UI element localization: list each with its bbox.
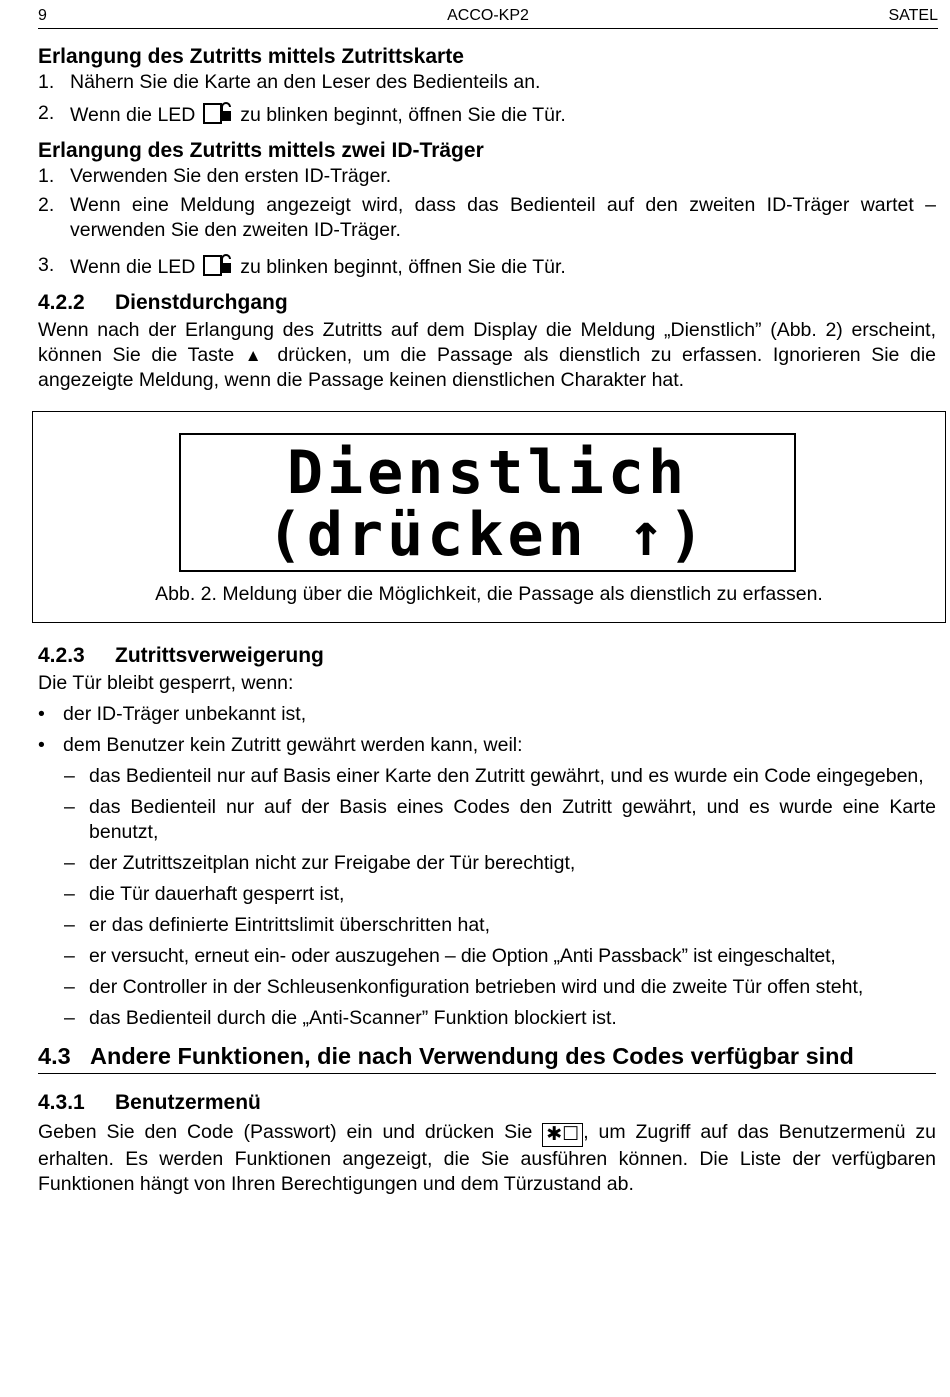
brand-name: SATEL bbox=[888, 7, 938, 24]
list-item: 3. Wenn die LED zu blinken beginnt, öffnen Sie die Tür. bbox=[38, 254, 566, 278]
heading-user-menu: 4.3.1 Benutzermenü bbox=[38, 1091, 261, 1114]
list-item: • der ID-Träger unbekannt ist, bbox=[38, 703, 307, 725]
lcd-display bbox=[179, 433, 796, 572]
star-key-icon: ✱☐ bbox=[542, 1123, 583, 1147]
figure-lcd-message bbox=[32, 411, 946, 623]
page-content bbox=[38, 44, 936, 1197]
document-title: ACCO-KP2 bbox=[447, 7, 529, 24]
list-item: 2. Wenn eine Meldung angezeigt wird, dass das Bedienteil auf den zweiten ID-Träger wartet – verwenden Sie den zweiten ID-Träger. bbox=[38, 194, 936, 241]
paragraph-user-menu: Geben Sie den Code (Passwort) ein und drücken Sie ✱☐ , um Zugriff auf das Benutzermenü zu erhalten. Es werden Funktionen angezeigt, die Sie ausführen können. Die Liste der verfügbaren Funktionen hängt von Ihren Berechtigungen und dem Türzustand ab. bbox=[38, 1121, 936, 1195]
heading-service-passage: 4.2.2 Dienstdurchgang bbox=[38, 291, 288, 314]
list-item: – der Controller in der Schleusenkonfiguration betrieben wird und die zweite Tür offen steht, bbox=[64, 976, 864, 998]
list-item: – das Bedienteil durch die „Anti-Scanner” Funktion blockiert ist. bbox=[64, 1007, 617, 1029]
list-item: – die Tür dauerhaft gesperrt ist, bbox=[64, 883, 345, 905]
list-item: • dem Benutzer kein Zutritt gewährt werden kann, weil: bbox=[38, 734, 523, 756]
lcd-line-1: Dienstlich bbox=[286, 438, 689, 508]
list-item: 1. Nähern Sie die Karte an den Leser des Bedienteils an. bbox=[38, 71, 541, 93]
list-item: – er versucht, erneut ein- oder auszugehen – die Option „Anti Passback” ist eingeschaltet, bbox=[64, 945, 836, 967]
figure-caption: Abb. 2. Meldung über die Möglichkeit, die Passage als dienstlich zu erfassen. bbox=[155, 583, 823, 605]
heading-other-functions: 4.3 Andere Funktionen, die nach Verwendung des Codes verfügbar sind bbox=[38, 1041, 936, 1074]
list-item: – er das definierte Eintrittslimit überschritten hat, bbox=[64, 914, 491, 936]
unlock-led-icon bbox=[203, 253, 233, 277]
list-item: – der Zutrittszeitplan nicht zur Freigabe der Tür berechtigt, bbox=[64, 852, 576, 874]
paragraph-intro: Die Tür bleibt gesperrt, wenn: bbox=[38, 672, 294, 694]
page-number: 9 bbox=[38, 7, 47, 24]
up-arrow-key-icon: ▲ bbox=[244, 346, 267, 365]
unlock-led-icon bbox=[203, 101, 233, 125]
lcd-line-2: (drücken ↑) bbox=[266, 500, 709, 570]
heading-access-denied: 4.2.3 Zutrittsverweigerung bbox=[38, 644, 324, 667]
list-item: – das Bedienteil nur auf Basis einer Karte den Zutritt gewährt, und es wurde ein Code eingegeben, bbox=[64, 765, 924, 787]
list-item: – das Bedienteil nur auf der Basis eines Codes den Zutritt gewährt, und es wurde eine Karte benutzt, bbox=[64, 796, 936, 843]
heading-card-access: Erlangung des Zutritts mittels Zutrittskarte bbox=[38, 45, 464, 68]
list-item: 2. Wenn die LED zu blinken beginnt, öffnen Sie die Tür. bbox=[38, 102, 566, 126]
paragraph-service-passage: Wenn nach der Erlangung des Zutritts auf dem Display die Meldung „Dienstlich” (Abb. 2) erscheint, können Sie die Taste ▲ drücken, um die Passage als dienstlich zu erfassen. Ignorieren Sie die angezeigte Meldung, wenn die Passage keinen dienstlichen Charakter hat. bbox=[38, 319, 937, 391]
heading-two-id-access: Erlangung des Zutritts mittels zwei ID-Träger bbox=[38, 139, 484, 162]
list-item: 1. Verwenden Sie den ersten ID-Träger. bbox=[38, 165, 392, 187]
page-header bbox=[38, 6, 938, 29]
